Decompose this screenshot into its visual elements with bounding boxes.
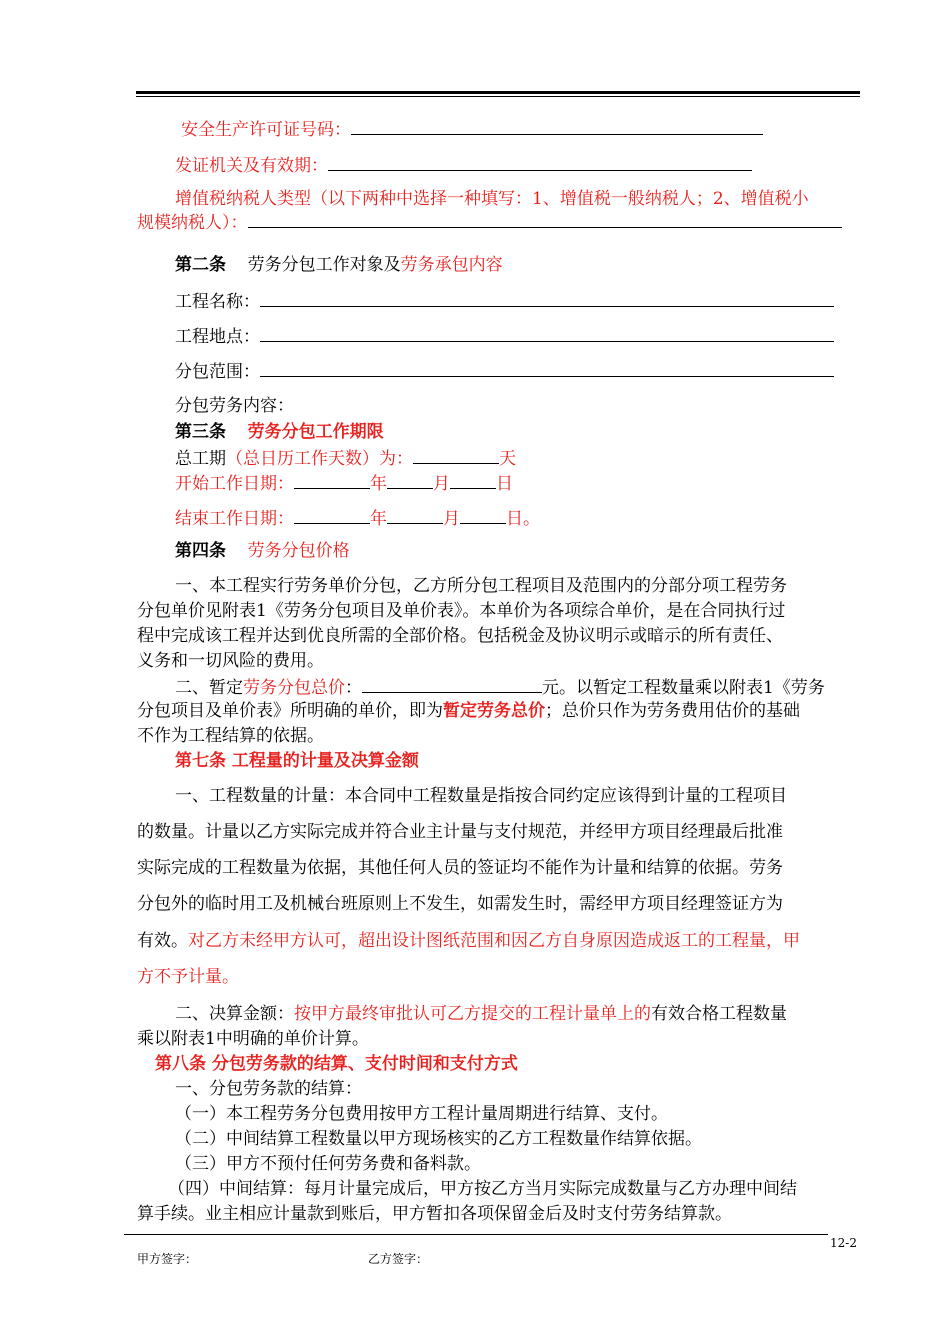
header-rule-thin [136, 96, 860, 97]
project-name-blank[interactable] [260, 289, 834, 307]
para-1-line-3: 程中完成该工程并达到优良所需的全部价格。包括税金及协议明示或暗示的所有责任、 [137, 626, 783, 646]
license-blank[interactable] [351, 117, 763, 135]
page-number: 12-2 [830, 1236, 857, 1250]
start-month-blank[interactable] [387, 471, 433, 489]
vat-line-2 [137, 210, 842, 234]
quantity-line-4: 分包外的临时用工及机械台班原则上不发生，如需发生时，需经甲方项目经理签证方为 [137, 894, 783, 914]
article-2-heading: 第二条 劳务分包工作对象及劳务承包内容 [175, 255, 503, 275]
para-1-line-4: 义务和一切风险的费用。 [137, 651, 324, 671]
party-b-signature: 乙方签字： [368, 1252, 429, 1266]
para-2-line-2: 分包项目及单价表》所明确的单价，即为暂定劳务总价；总价只作为劳务费用估价的基础 [137, 701, 800, 721]
para-1-line-1: 一、本工程实行劳务单价分包，乙方所分包工程项目及范围内的分部分项工程劳务 [175, 576, 787, 596]
article-8-heading: 第八条 分包劳务款的结算、支付时间和支付方式 [155, 1054, 518, 1074]
end-date-line: 结束工作日期： 年 月 日。 [175, 506, 540, 530]
end-year-blank[interactable] [294, 506, 370, 524]
issuer-label: 发证机关及有效期： [175, 156, 328, 176]
subcontract-scope-line: 分包范围： [175, 359, 834, 383]
quantity-line-2: 的数量。计量以乙方实际完成并符合业主计量与支付规范，并经甲方项目经理最后批准 [137, 822, 783, 842]
para-2-line-1: 二、暂定劳务分包总价： 元。以暂定工程数量乘以附表1《劳务 [175, 675, 825, 699]
project-name-line: 工程名称： [175, 289, 834, 313]
subcontract-scope-blank[interactable] [260, 359, 834, 377]
start-day-blank[interactable] [450, 471, 496, 489]
payment-line-5: （四）中间结算：每月计量完成后，甲方按乙方当月实际完成数量与乙方办理中间结 [168, 1179, 797, 1199]
start-year-blank[interactable] [294, 471, 370, 489]
article-7-heading: 第七条 工程量的计量及决算金额 [175, 751, 419, 771]
payment-line-1: 一、分包劳务款的结算： [175, 1079, 362, 1099]
header-rule-thick [136, 91, 860, 94]
duration-line: 总工期（总日历工作天数）为： 天 [175, 446, 516, 470]
article-3-heading: 第三条 劳务分包工作期限 [175, 422, 384, 442]
license-line [181, 117, 763, 141]
duration-blank[interactable] [413, 446, 499, 464]
quantity-line-6: 方不予计量。 [137, 967, 239, 987]
settlement-line-2: 乘以附表1中明确的单价计算。 [137, 1029, 369, 1049]
payment-line-3: （二）中间结算工程数量以甲方现场核实的乙方工程数量作结算依据。 [175, 1129, 702, 1149]
quantity-line-3: 实际完成的工程数量为依据，其他任何人员的签证均不能作为计量和结算的依据。劳务 [137, 858, 783, 878]
para-1-line-2: 分包单价见附表1《劳务分包项目及单价表》。本单价为各项综合单价，是在合同执行过 [137, 601, 786, 621]
footer-rule [124, 1234, 828, 1235]
payment-line-4: （三）甲方不预付任何劳务费和备料款。 [175, 1154, 481, 1174]
article-4-heading: 第四条 劳务分包价格 [175, 541, 350, 561]
party-a-signature: 甲方签字： [137, 1252, 198, 1266]
end-month-blank[interactable] [387, 506, 443, 524]
para-2-line-3: 不作为工程结算的依据。 [137, 726, 324, 746]
project-place-line: 工程地点： [175, 324, 834, 348]
labor-content-line: 分包劳务内容： [175, 396, 294, 416]
start-date-line: 开始工作日期： 年 月 日 [175, 471, 513, 495]
issuer-blank[interactable] [328, 153, 752, 171]
quantity-line-5: 有效。对乙方未经甲方认可，超出设计图纸范围和因乙方自身原因造成返工的工程量，甲 [137, 931, 800, 951]
payment-line-6: 算手续。业主相应计量款到账后，甲方暂扣各项保留金后及时支付劳务结算款。 [137, 1204, 732, 1224]
total-price-blank[interactable] [362, 675, 542, 693]
article-2-number: 第二条 [175, 255, 226, 275]
issuer-line [175, 153, 752, 177]
settlement-line-1: 二、决算金额：按甲方最终审批认可乙方提交的工程计量单上的有效合格工程数量 [175, 1004, 787, 1024]
payment-line-2: （一）本工程劳务分包费用按甲方工程计量周期进行结算、支付。 [175, 1104, 668, 1124]
project-place-blank[interactable] [260, 324, 834, 342]
end-day-blank[interactable] [460, 506, 506, 524]
vat-line-1: 增值税纳税人类型（以下两种中选择一种填写：1、增值税一般纳税人；2、增值税小 [175, 189, 809, 209]
vat-label: 规模纳税人）： [137, 213, 248, 233]
vat-blank[interactable] [248, 210, 842, 228]
license-label: 安全生产许可证号码： [181, 120, 351, 140]
quantity-line-1: 一、工程数量的计量：本合同中工程数量是指按合同约定应该得到计量的工程项目 [175, 786, 787, 806]
